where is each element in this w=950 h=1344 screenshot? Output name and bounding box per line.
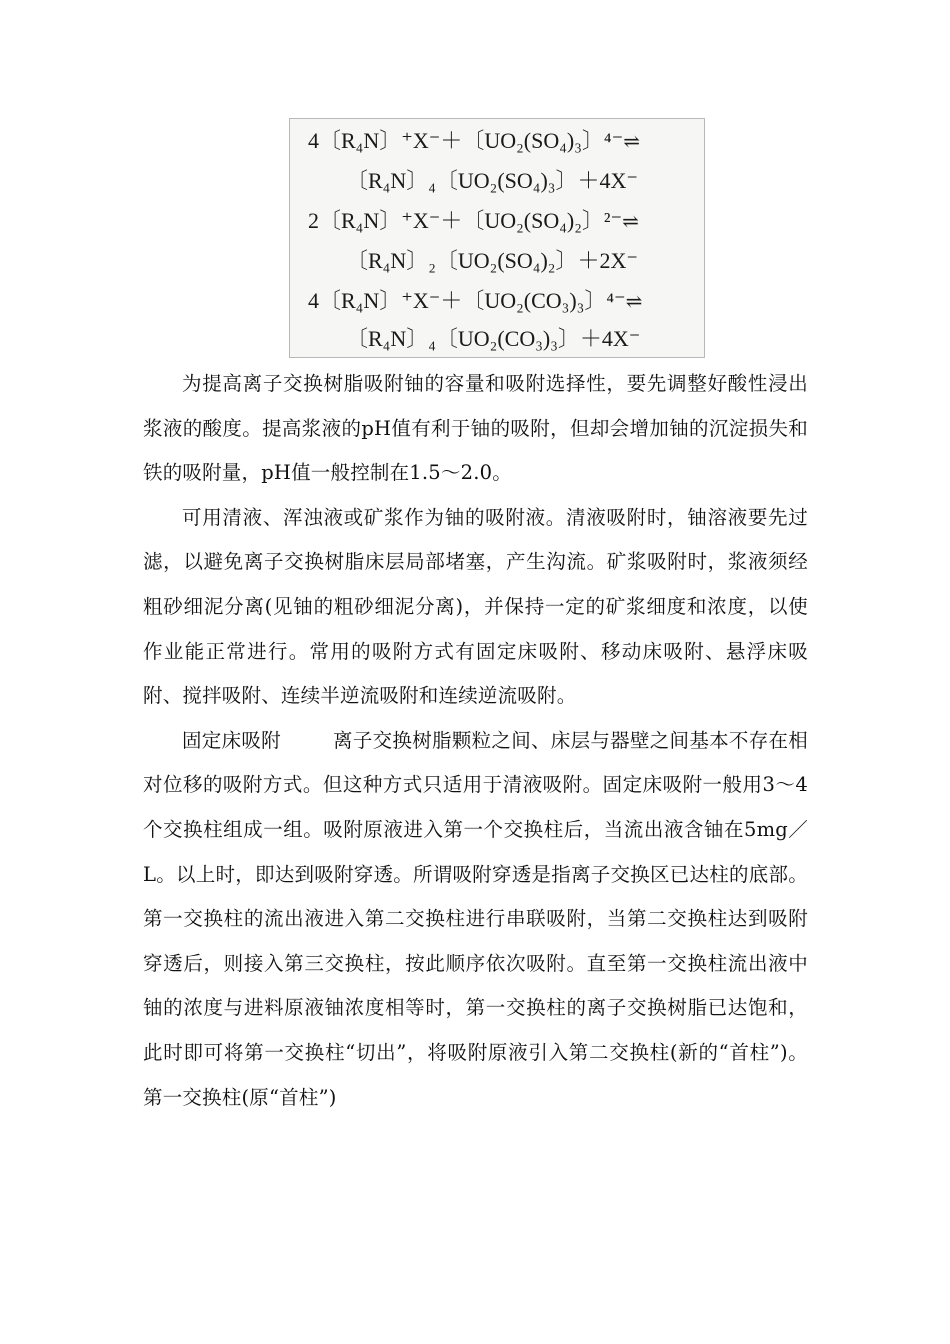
equation-line-2 bbox=[346, 161, 638, 201]
equation-text: 4〔R₄N〕⁺X⁻＋〔UO₂(SO₄)₃〕⁴⁻ bbox=[308, 128, 624, 153]
equilibrium-arrow-icon: ⇌ bbox=[623, 131, 638, 153]
paragraph-body: 离子交换树脂颗粒之间、床层与器壁之间基本不存在相对位移的吸附方式。但这种方式只适用于清液吸附。固定床吸附一般用3～4个交换柱组成一组。吸附原液进入第一个交换柱后，当流出液含铀在5mg／L。以上时，即达到吸附穿透。所谓吸附穿透是指离子交换区已达柱的底部。第一交换柱的流出液进入第二交换柱进行串联吸附，当第二交换柱达到吸附穿透后，则接入第三交换柱，按此顺序依次吸附。直至第一交换柱流出液中铀的浓度与进料原液铀浓度相等时，第一交换柱的离子交换树脂已达饱和，此时即可将第一交换柱“切出”，将吸附原液引入第二交换柱(新的“首柱”)。第一交换柱(原“首柱”) bbox=[143, 728, 808, 1109]
equation-line-3 bbox=[308, 201, 637, 241]
paragraph-fixed-bed bbox=[143, 719, 808, 1120]
equation-text: 2〔R₄N〕⁺X⁻＋〔UO₂(SO₄)₂〕²⁻ bbox=[308, 208, 623, 233]
equation-figure bbox=[289, 118, 705, 358]
equation-text: 〔R₄N〕₄〔UO₂(SO₄)₃〕＋4X⁻ bbox=[346, 168, 638, 193]
equation-line-1 bbox=[308, 121, 638, 161]
equation-text: 4〔R₄N〕⁺X⁻＋〔UO₂(CO₃)₃〕⁴⁻ bbox=[308, 288, 626, 313]
equilibrium-arrow-icon: ⇌ bbox=[622, 211, 637, 233]
equilibrium-arrow-icon: ⇌ bbox=[625, 291, 641, 313]
equation-line-5 bbox=[308, 281, 640, 321]
equation-text: 〔R₄N〕₂〔UO₂(SO₄)₂〕＋2X⁻ bbox=[346, 248, 638, 273]
equation-text: 〔R₄N〕₄〔UO₂(CO₃)₃〕＋4X⁻ bbox=[346, 326, 641, 351]
document-body bbox=[143, 362, 808, 1120]
paragraph-adsorption-liquids: 可用清液、浑浊液或矿浆作为铀的吸附液。清液吸附时，铀溶液要先过滤，以避免离子交换树脂床层局部堵塞，产生沟流。矿浆吸附时，浆液须经粗砂细泥分离(见铀的粗砂细泥分离)，并保持一定的矿浆细度和浓度，以使作业能正常进行。常用的吸附方式有固定床吸附、移动床吸附、悬浮床吸附、搅拌吸附、连续半逆流吸附和连续逆流吸附。 bbox=[143, 505, 808, 708]
equation-line-6 bbox=[346, 319, 640, 359]
section-heading: 固定床吸附 bbox=[182, 728, 281, 752]
equation-line-4 bbox=[346, 241, 638, 281]
paragraph-acidity: 为提高离子交换树脂吸附铀的容量和吸附选择性，要先调整好酸性浸出浆液的酸度。提高浆液的pH值有利于铀的吸附，但却会增加铀的沉淀损失和铁的吸附量，pH值一般控制在1.5～2.0。 bbox=[143, 372, 808, 485]
